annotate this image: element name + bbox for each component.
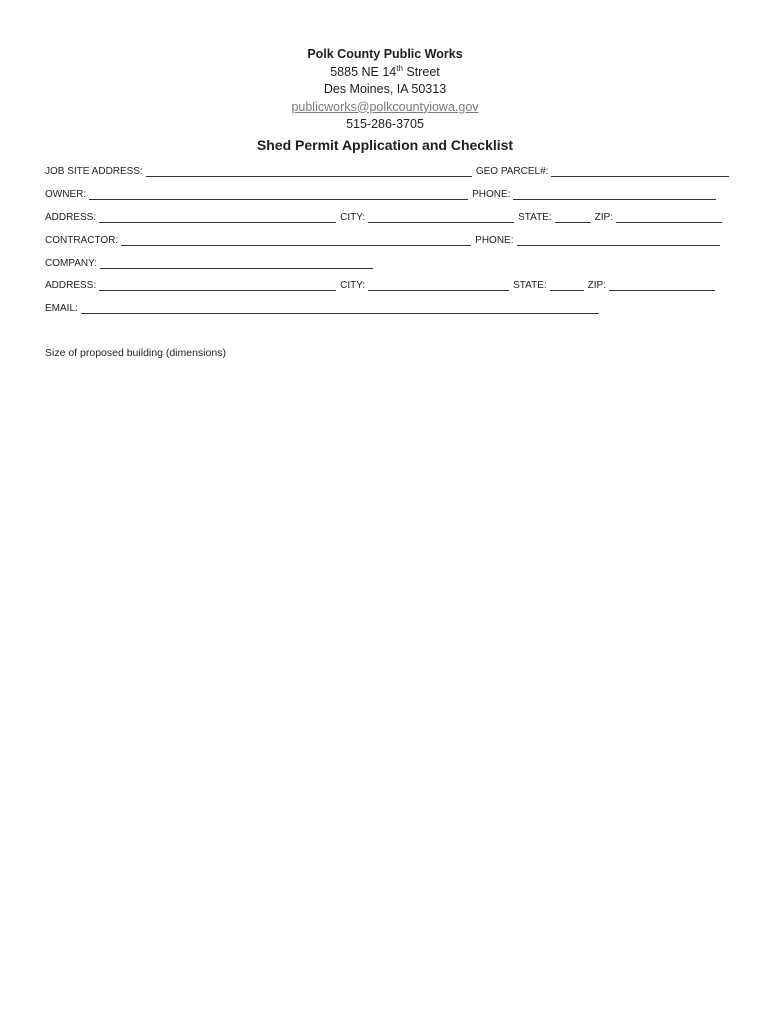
size-prompt: Size of proposed building (dimensions) [45,347,226,359]
owner-address-field[interactable] [99,212,336,223]
owner-address-label: ADDRESS: [45,212,97,223]
contractor-city-label: CITY: [340,280,366,291]
owner-phone-label: PHONE: [472,189,511,200]
owner-zip-label: ZIP: [594,212,614,223]
contractor-zip-label: ZIP: [587,280,607,291]
phone-number: 515-286-3705 [346,117,424,131]
geo-parcel-field[interactable] [551,166,729,177]
street-number: 5885 NE 14 [330,64,397,79]
contractor-address-field[interactable] [99,280,336,291]
page-title: Shed Permit Application and Checklist [256,136,514,153]
street-address [0,64,770,82]
email-field[interactable] [81,303,599,314]
contractor-state-label: STATE: [513,280,547,291]
job-site-address-field[interactable] [146,166,472,177]
contractor-phone-label: PHONE: [475,235,514,246]
owner-city-label: CITY: [340,212,366,223]
owner-address-row [45,210,722,224]
contractor-address-row [45,278,715,292]
contractor-zip-field[interactable] [609,280,715,291]
contractor-state-field[interactable] [550,280,584,291]
letterhead [0,46,770,155]
owner-row [45,187,716,201]
email-label: EMAIL: [45,303,78,314]
geo-parcel-label: GEO PARCEL#: [475,166,549,177]
email-link[interactable]: publicworks@polkcountyiowa.gov [291,99,479,114]
contractor-label: CONTRACTOR: [45,235,119,246]
contractor-row [45,233,720,247]
email-row [45,301,599,315]
owner-zip-field[interactable] [616,212,722,223]
contractor-field[interactable] [121,235,471,246]
owner-label: OWNER: [45,189,87,200]
job-site-address-label: JOB SITE ADDRESS: [45,166,143,177]
contractor-city-field[interactable] [368,280,509,291]
contractor-address-label: ADDRESS: [45,280,97,291]
owner-city-field[interactable] [368,212,514,223]
organization-name: Polk County Public Works [307,47,463,61]
company-field[interactable] [100,258,373,269]
owner-field[interactable] [89,189,468,200]
street-ordinal: th [396,63,403,73]
owner-state-field[interactable] [555,212,591,223]
street-name: Street [402,64,440,79]
job-site-row [45,164,729,178]
city-state-zip: Des Moines, IA 50313 [323,82,447,96]
owner-phone-field[interactable] [513,189,716,200]
contractor-phone-field[interactable] [517,235,720,246]
company-label: COMPANY: [45,258,98,269]
owner-state-label: STATE: [518,212,552,223]
company-row [45,256,373,270]
